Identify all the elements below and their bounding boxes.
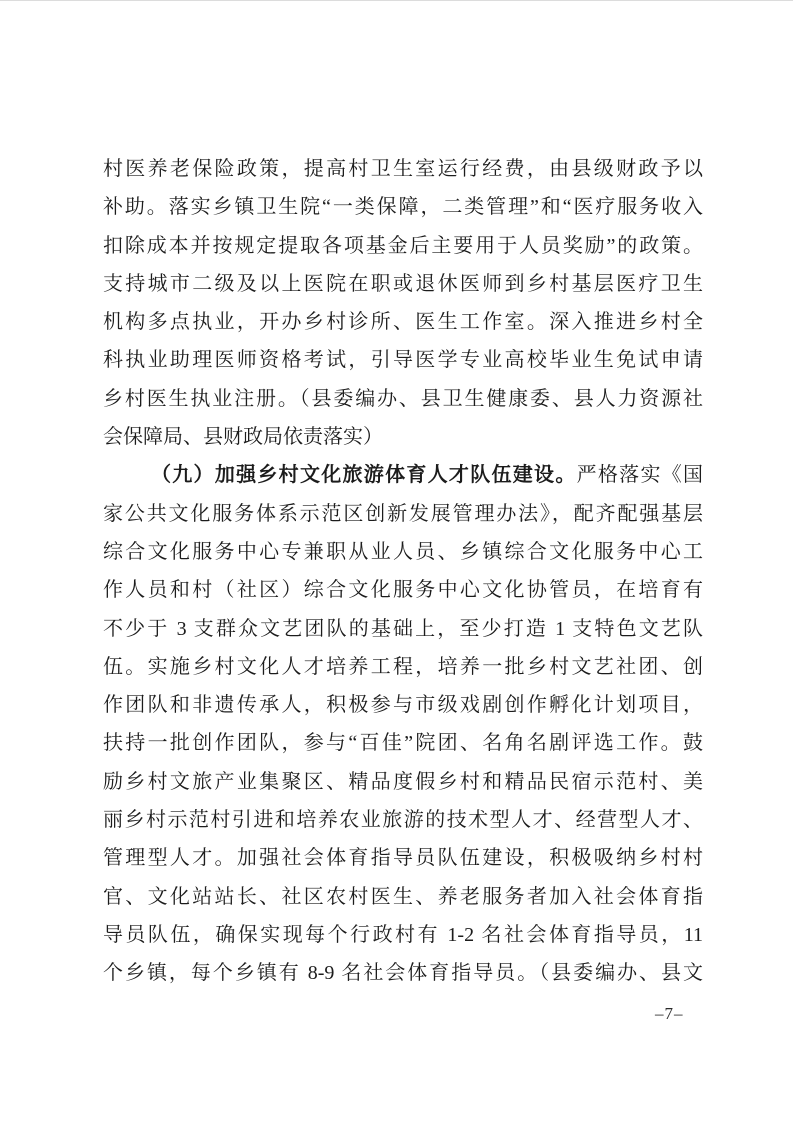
text-line: 乡村医生执业注册。（县委编办、县卫生健康委、县人力资源社 — [103, 387, 703, 410]
text-line: 机构多点执业，开办乡村诊所、医生工作室。深入推进乡村全 — [103, 311, 703, 334]
text-line: 扣除成本并按规定提取各项基金后主要用于人员奖励”的政策。 — [103, 234, 703, 257]
text-line: 丽乡村示范村引进和培养农业旅游的技术型人才、经营型人才、 — [103, 809, 703, 832]
text-line: 综合文化服务中心专兼职从业人员、乡镇综合文化服务中心工 — [103, 540, 703, 563]
scan-edge-artifact — [0, 0, 793, 1]
body-text — [103, 150, 703, 993]
text-line: 作团队和非遗传承人，积极参与市级戏剧创作孵化计划项目， — [103, 694, 703, 717]
text-line: 支持城市二级及以上医院在职或退休医师到乡村基层医疗卫生 — [103, 272, 703, 295]
text-line: 家公共文化服务体系示范区创新发展管理办法》，配齐配强基层 — [103, 502, 703, 525]
text-line: 导员队伍，确保实现每个行政村有 1-2 名社会体育指导员，11 — [103, 923, 703, 946]
text-line: 官、文化站站长、社区农村医生、养老服务者加入社会体育指 — [103, 885, 703, 908]
section-9-heading-line — [103, 456, 703, 494]
text-line: 个乡镇，每个乡镇有 8-9 名社会体育指导员。（县委编办、县文 — [103, 962, 703, 985]
text-line: 扶持一批创作团队，参与“百佳”院团、名角名剧评选工作。鼓 — [103, 732, 703, 755]
text-line: 补助。落实乡镇卫生院“一类保障，二类管理”和“医疗服务收入 — [103, 196, 703, 219]
section-9-heading: （九）加强乡村文化旅游体育人才队伍建设。 — [151, 464, 577, 487]
text-line: 村医养老保险政策，提高村卫生室运行经费，由县级财政予以 — [103, 158, 703, 180]
text-line: 不少于 3 支群众文艺团队的基础上，至少打造 1 支特色文艺队 — [103, 617, 703, 640]
section-9-lead-text: 严格落实《国 — [576, 464, 703, 487]
text-line: 伍。实施乡村文化人才培养工程，培养一批乡村文艺社团、创 — [103, 655, 703, 678]
text-line-paragraph-end: 会保障局、县财政局依责落实） — [103, 426, 383, 449]
page-number: –7– — [655, 1004, 684, 1023]
text-line: 管理型人才。加强社会体育指导员队伍建设，积极吸纳乡村村 — [103, 847, 703, 870]
text-line: 科执业助理医师资格考试，引导医学专业高校毕业生免试申请 — [103, 349, 703, 372]
text-line: 励乡村文旅产业集聚区、精品度假乡村和精品民宿示范村、美 — [103, 770, 703, 793]
text-line: 作人员和村（社区）综合文化服务中心文化协管员，在培育有 — [103, 579, 703, 602]
